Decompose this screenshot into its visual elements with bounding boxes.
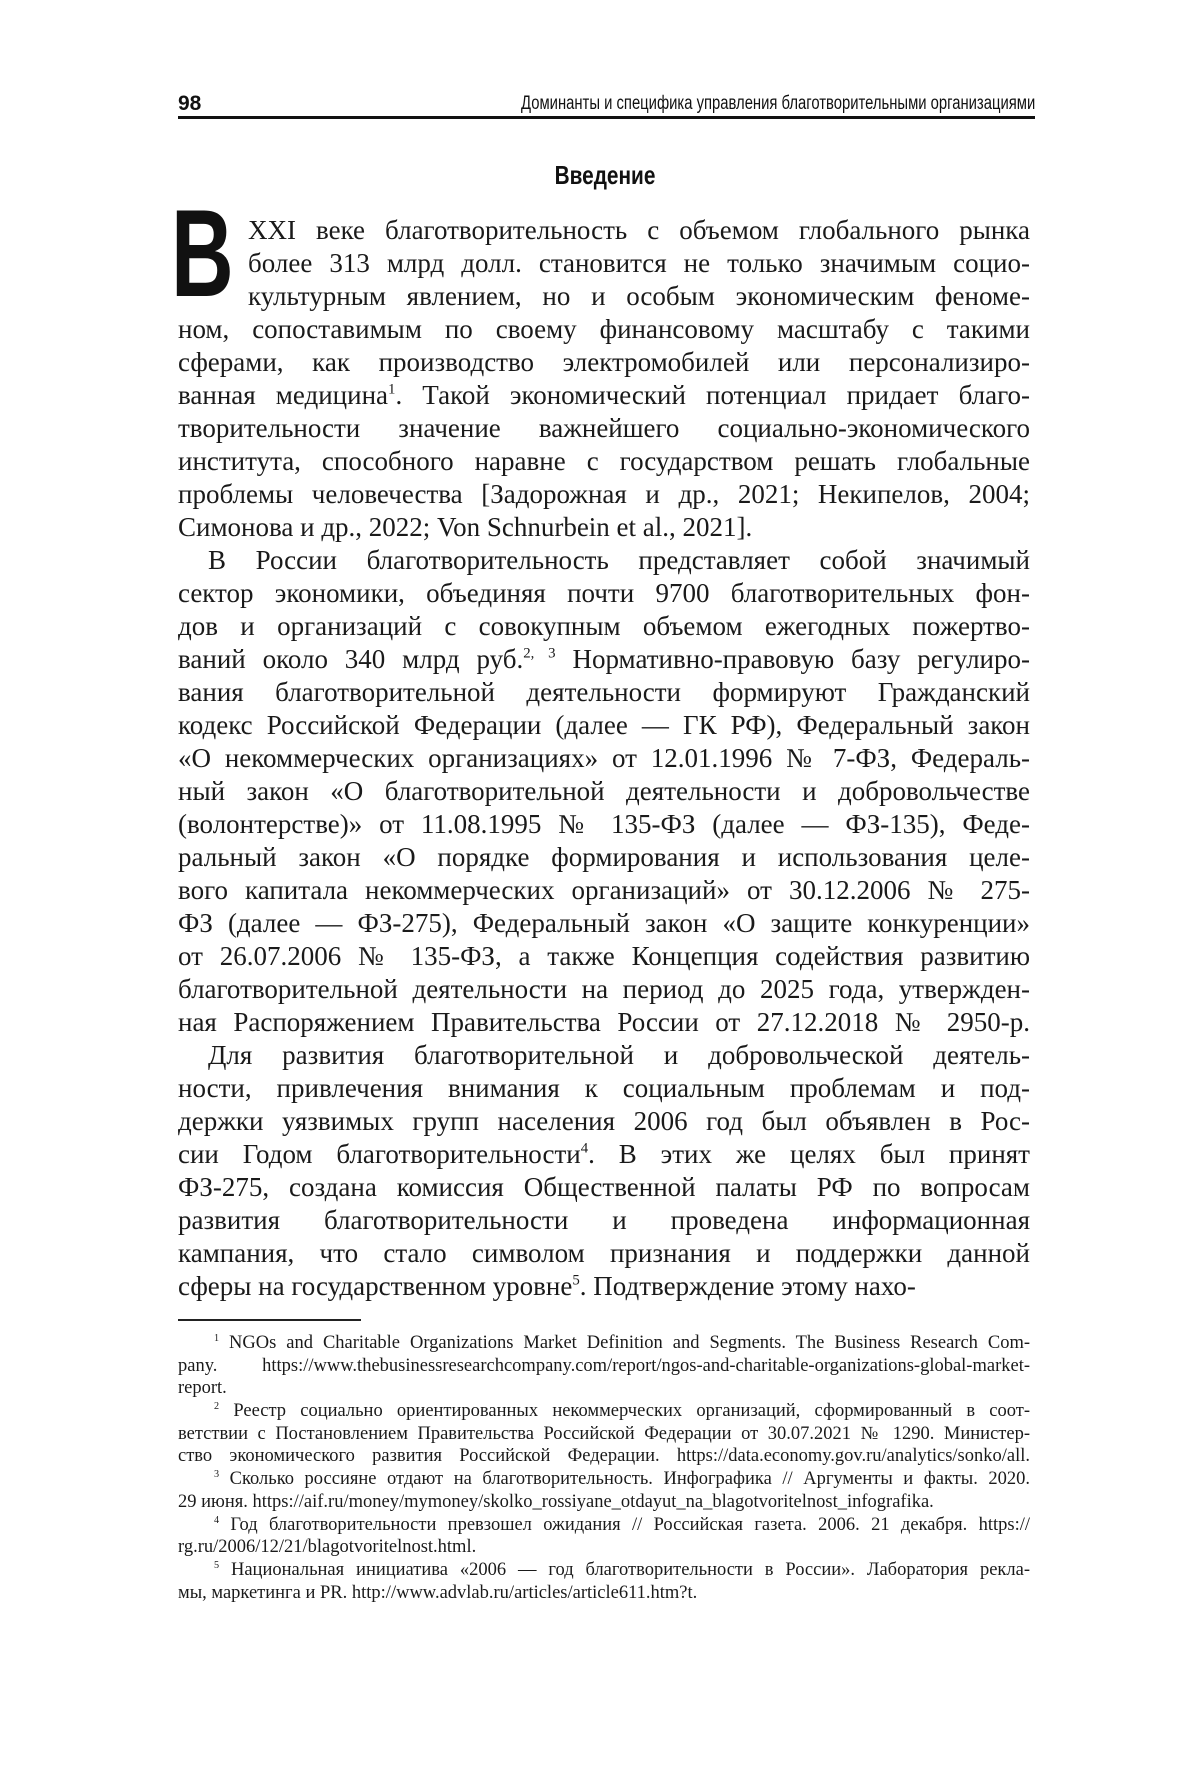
text-run: держки уязвимых групп населения 2006 год был объявлен в Рос- bbox=[178, 1106, 1030, 1136]
text-line bbox=[178, 775, 1030, 808]
footnote-ref[interactable]: 1 bbox=[388, 382, 395, 398]
text-run: ваний около 340 млрд руб. bbox=[178, 644, 523, 674]
text-line bbox=[178, 1400, 1030, 1423]
drop-cap: В bbox=[171, 192, 234, 316]
text-line bbox=[178, 874, 1030, 907]
text-line bbox=[178, 379, 1030, 412]
text-run: report. bbox=[178, 1378, 227, 1398]
paragraph bbox=[178, 1039, 1030, 1303]
text-run: Год благотворительности превзошел ожидания // Российская газета. 2006. 21 декабря. https:// bbox=[230, 1515, 1030, 1535]
text-line bbox=[178, 1006, 1030, 1039]
text-line bbox=[178, 1423, 1030, 1446]
text-run: «О некоммерческих организациях» от 12.01.1996 № 7-ФЗ, Федераль- bbox=[178, 743, 1030, 773]
text-run: сии Годом благотворительности bbox=[178, 1139, 581, 1169]
text-run: более 313 млрд долл. становится не только значимым социо- bbox=[248, 248, 1030, 278]
text-line bbox=[178, 1204, 1030, 1237]
text-run: 29 июня. https://aif.ru/money/mymoney/skolko_rossiyane_otdayut_na_blagotvoritelnost_infografika. bbox=[178, 1492, 934, 1512]
footnote-number: 3 bbox=[214, 1469, 219, 1480]
text-line bbox=[178, 1582, 1030, 1605]
text-line bbox=[178, 1445, 1030, 1468]
text-run: NGOs and Charitable Organizations Market Definition and Segments. The Business Research Com- bbox=[229, 1333, 1030, 1353]
footnote-number: 5 bbox=[214, 1560, 219, 1571]
text-line bbox=[178, 1536, 1030, 1559]
text-line bbox=[178, 346, 1030, 379]
body-text bbox=[178, 214, 1030, 1303]
text-line bbox=[178, 1355, 1030, 1378]
text-line bbox=[178, 313, 1030, 346]
text-run: . В этих же целях был принят bbox=[588, 1139, 1030, 1169]
text-run: сферы на государственном уровне bbox=[178, 1271, 572, 1301]
text-line bbox=[178, 742, 1030, 775]
text-run: ФЗ-275, создана комиссия Общественной палаты РФ по вопросам bbox=[178, 1172, 1030, 1202]
text-run: творительности значение важнейшего социально-экономического bbox=[178, 413, 1030, 443]
paragraph bbox=[178, 544, 1030, 1039]
text-line bbox=[178, 445, 1030, 478]
text-line bbox=[178, 1377, 1030, 1400]
footnote-ref[interactable]: 2, 3 bbox=[523, 646, 555, 662]
text-run: Нормативно-правовую базу регулиро- bbox=[556, 644, 1030, 674]
text-line bbox=[178, 478, 1030, 511]
text-line bbox=[178, 544, 1030, 577]
text-run: Реестр социально ориентированных некоммерческих организаций, сформированный в соот- bbox=[233, 1401, 1030, 1421]
text-line bbox=[178, 511, 1030, 544]
text-line bbox=[178, 1138, 1030, 1171]
text-run: ный закон «О благотворительной деятельности и добровольчестве bbox=[178, 776, 1030, 806]
text-line bbox=[178, 1072, 1030, 1105]
text-line bbox=[178, 1514, 1030, 1537]
text-line bbox=[178, 643, 1030, 676]
text-line bbox=[178, 1039, 1030, 1072]
text-line bbox=[178, 1171, 1030, 1204]
text-line bbox=[178, 676, 1030, 709]
footnote-number: 4 bbox=[214, 1514, 219, 1525]
text-run: мы, маркетинга и PR. http://www.advlab.ru/articles/article611.htm?t. bbox=[178, 1583, 697, 1603]
running-title: Доминанты и специфика управления благотворительными организациями bbox=[521, 93, 1035, 115]
text-line bbox=[178, 1559, 1030, 1582]
text-run: института, способного наравне с государством решать глобальные bbox=[178, 446, 1030, 476]
text-line bbox=[178, 214, 1030, 247]
text-run: Симонова и др., 2022; Von Schnurbein et al., 2021]. bbox=[178, 512, 752, 542]
text-run: развития благотворительности и проведена информационная bbox=[178, 1205, 1030, 1235]
text-run: XXI веке благотворительность с объемом глобального рынка bbox=[248, 215, 1030, 245]
footnote-ref[interactable]: 4 bbox=[581, 1141, 588, 1157]
footnote-number: 2 bbox=[214, 1401, 219, 1412]
text-run: В России благотворительность представляет собой значимый bbox=[208, 545, 1030, 575]
text-run: (волонтерстве)» от 11.08.1995 № 135-ФЗ (далее — ФЗ-135), Феде- bbox=[178, 809, 1030, 839]
text-run: Сколько россияне отдают на благотворительность. Инфографика // Аргументы и факты. 2020. bbox=[230, 1469, 1030, 1489]
text-line bbox=[178, 1105, 1030, 1138]
text-line bbox=[178, 940, 1030, 973]
footnote bbox=[178, 1559, 1030, 1604]
footnote-rule bbox=[178, 1319, 361, 1321]
footnote-ref[interactable]: 5 bbox=[572, 1273, 579, 1289]
text-run: rg.ru/2006/12/21/blagotvoritelnost.html. bbox=[178, 1537, 476, 1557]
text-run: ная Распоряжением Правительства России от 27.12.2018 № 2950-р. bbox=[178, 1007, 1030, 1037]
text-run: культурным явлением, но и особым экономическим феноме- bbox=[248, 281, 1030, 311]
text-run: кампания, что стало символом признания и поддержки данной bbox=[178, 1238, 1030, 1268]
header-rule bbox=[178, 116, 1035, 119]
text-run: Для развития благотворительной и добровольческой деятель- bbox=[208, 1040, 1030, 1070]
text-run: . Такой экономический потенциал придает благо- bbox=[395, 380, 1030, 410]
text-run: ветствии с Постановлением Правительства Российской Федерации от 30.07.2021 № 1290. Министер- bbox=[178, 1424, 1030, 1444]
text-run: ральный закон «О порядке формирования и использования целе- bbox=[178, 842, 1030, 872]
page-number: 98 bbox=[178, 92, 201, 116]
section-title-text: Введение bbox=[555, 160, 656, 191]
text-line bbox=[178, 907, 1030, 940]
text-line bbox=[178, 412, 1030, 445]
footnotes bbox=[178, 1332, 1030, 1604]
footnote bbox=[178, 1400, 1030, 1468]
text-line bbox=[178, 610, 1030, 643]
text-line bbox=[178, 577, 1030, 610]
text-run: ФЗ (далее — ФЗ-275), Федеральный закон «О защите конкуренции» bbox=[178, 908, 1030, 938]
text-line bbox=[178, 280, 1030, 313]
text-line bbox=[178, 1491, 1030, 1514]
text-line bbox=[178, 247, 1030, 280]
footnote bbox=[178, 1332, 1030, 1400]
text-run: ности, привлечения внимания к социальным проблемам и под- bbox=[178, 1073, 1030, 1103]
text-line bbox=[178, 1270, 1030, 1303]
text-run: . Подтверждение этому нахо- bbox=[580, 1271, 916, 1301]
text-run: сектор экономики, объединяя почти 9700 благотворительных фон- bbox=[178, 578, 1030, 608]
text-run: вого капитала некоммерческих организаций» от 30.12.2006 № 275- bbox=[178, 875, 1030, 905]
text-run: ство экономического развития Российской Федерации. https://data.economy.gov.ru/analytics/sonko/all. bbox=[178, 1446, 1030, 1466]
text-line bbox=[178, 1468, 1030, 1491]
text-run: дов и организаций с совокупным объемом ежегодных пожертво- bbox=[178, 611, 1030, 641]
text-line bbox=[178, 1237, 1030, 1270]
text-line bbox=[178, 1332, 1030, 1355]
text-run: Национальная инициатива «2006 — год благотворительности в России». Лаборатория рекла- bbox=[231, 1560, 1030, 1580]
text-run: кодекс Российской Федерации (далее — ГК РФ), Федеральный закон bbox=[178, 710, 1030, 740]
footnote bbox=[178, 1514, 1030, 1559]
text-run: pany. https://www.thebusinessresearchcompany.com/report/ngos-and-charitable-organizations-global-market- bbox=[178, 1356, 1030, 1376]
footnote-number: 1 bbox=[214, 1333, 219, 1344]
text-run: от 26.07.2006 № 135-ФЗ, а также Концепция содействия развитию bbox=[178, 941, 1030, 971]
text-line bbox=[178, 808, 1030, 841]
text-line bbox=[178, 841, 1030, 874]
text-run: благотворительной деятельности на период до 2025 года, утвержден- bbox=[178, 974, 1030, 1004]
text-run: проблемы человечества [Задорожная и др., 2021; Некипелов, 2004; bbox=[178, 479, 1030, 509]
footnote bbox=[178, 1468, 1030, 1513]
text-line bbox=[178, 973, 1030, 1006]
text-run: ном, сопоставимым по своему финансовому масштабу с такими bbox=[178, 314, 1030, 344]
paragraph bbox=[178, 214, 1030, 544]
text-run: вания благотворительной деятельности формируют Гражданский bbox=[178, 677, 1030, 707]
text-run: сферами, как производство электромобилей или персонализиро- bbox=[178, 347, 1030, 377]
text-run: ванная медицина bbox=[178, 380, 388, 410]
text-line bbox=[178, 709, 1030, 742]
